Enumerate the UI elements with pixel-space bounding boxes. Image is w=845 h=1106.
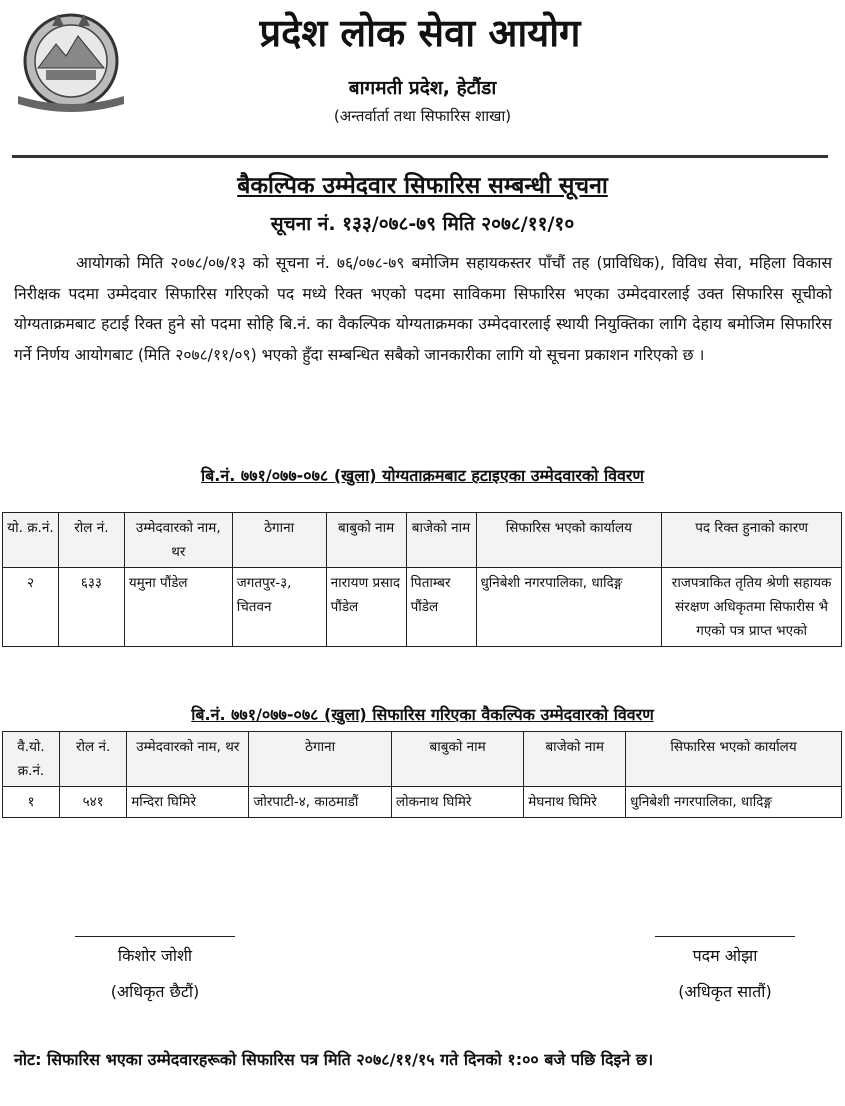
column-header: यो. क्र.नं.	[3, 513, 59, 568]
signatory-title: (अधिकृत छैटौं)	[110, 982, 200, 1001]
header-divider	[12, 155, 828, 158]
column-header: रोल नं.	[60, 732, 127, 787]
cell-reason: राजपत्राकित तृतिय श्रेणी सहायक संरक्षण अधिकृतमा सिफारीस भै गएको पत्र प्राप्त भएको	[662, 568, 842, 647]
cell-address: जोरपाटी-४, काठमाडौं	[249, 787, 392, 818]
branch-name: (अन्तर्वार्ता तथा सिफारिस शाखा)	[333, 107, 512, 125]
cell-name: मन्दिरा घिमिरे	[127, 787, 249, 818]
alternate-candidates-table	[2, 731, 842, 818]
signature-line	[655, 936, 795, 937]
column-header: बाजेको नाम	[524, 732, 626, 787]
signatory-title: (अधिकृत सातौं)	[678, 982, 772, 1001]
cell-grandfather: पिताम्बर पौंडेल	[406, 568, 476, 647]
column-header: रोल नं.	[58, 513, 124, 568]
column-header: ठेगाना	[232, 513, 326, 568]
table-row	[3, 568, 842, 647]
column-header: सिफारिस भएको कार्यालय	[626, 732, 842, 787]
column-header: ठेगाना	[249, 732, 392, 787]
province-address: बागमती प्रदेश, हेटौंडा	[348, 77, 497, 99]
column-header: बाबुको नाम	[391, 732, 523, 787]
cell-office: धुनिबेशी नगरपालिका, धादिङ्ग	[626, 787, 842, 818]
table-row	[3, 787, 842, 818]
cell-office: धुनिबेशी नगरपालिका, धादिङ्ग	[476, 568, 662, 647]
document-title: बैकल्पिक उम्मेदवार सिफारिस सम्बन्धी सूचना	[237, 173, 608, 199]
footer-note: नोट: सिफारिस भएका उम्मेदवारहरूको सिफारिस पत्र मिति २०७८/११/१५ गते दिनको १:०० बजे पछि दिइने छ।	[14, 1050, 654, 1069]
column-header: बाजेको नाम	[406, 513, 476, 568]
removed-candidates-table	[2, 512, 842, 647]
cell-grandfather: मेघनाथ घिमिरे	[524, 787, 626, 818]
column-header: उम्मेदवारको नाम, थर	[127, 732, 249, 787]
cell-father: लोकनाथ घिमिरे	[391, 787, 523, 818]
cell-father: नारायण प्रसाद पौंडेल	[326, 568, 406, 647]
column-header: सिफारिस भएको कार्यालय	[476, 513, 662, 568]
cell-serial: १	[3, 787, 60, 818]
cell-roll: ६३३	[58, 568, 124, 647]
alternate-candidates-heading: बि.नं. ७७१/०७७-०७८ (खुला) सिफारिस गरिएका वैकल्पिक उम्मेदवारको विवरण	[191, 705, 654, 724]
nepal-emblem-icon	[8, 8, 134, 114]
signatory-name: किशोर जोशी	[117, 946, 193, 965]
table-header-row	[3, 732, 842, 787]
table-header-row	[3, 513, 842, 568]
notice-body: आयोगको मिति २०७८/०७/१३ को सूचना नं. ७६/०७८-७९ बमोजिम सहायकस्तर पाँचौं तह (प्राविधिक), विविध सेवा, महिला विकास निरीक्षक पदमा उम्मेदवार सिफारिस गरिएको पद मध्ये रिक्त भएको पदमा साविकमा सिफारिस भएका उम्मेदवारलाई उक्त सिफारिस सूचीको योग्यताक्रमबाट हटाई रिक्त हुने सो पदमा सोहि बि.नं. का वैकल्पिक योग्यताक्रमका उम्मेदवारलाई स्थायी नियुक्तिका लागि देहाय बमोजिम सिफारिस गर्ने निर्णय आयोगबाट (मिति २०७८/११/०९) भएको हुँदा सम्बन्धित सबैको जानकारीका लागि यो सूचना प्रकाशन गरिएको छ ।	[14, 254, 832, 364]
column-header: उम्मेदवारको नाम, थर	[124, 513, 232, 568]
cell-address: जगतपुर-३, चितवन	[232, 568, 326, 647]
cell-serial: २	[3, 568, 59, 647]
cell-roll: ५४१	[60, 787, 127, 818]
notice-number: सूचना नं. १३३/०७८-७९ मिति २०७८/११/१०	[270, 213, 575, 235]
column-header: बाबुको नाम	[326, 513, 406, 568]
signature-line	[75, 936, 235, 937]
column-header: वै.यो. क्र.नं.	[3, 732, 60, 787]
cell-name: यमुना पौंडेल	[124, 568, 232, 647]
organization-name: प्रदेश लोक सेवा आयोग	[259, 11, 581, 55]
signatory-name: पदम ओझा	[692, 946, 758, 965]
removed-candidates-heading: बि.नं. ७७१/०७७-०७८ (खुला) योग्यताक्रमबाट हटाइएका उम्मेदवारको विवरण	[201, 466, 644, 485]
column-header: पद रिक्त हुनाको कारण	[662, 513, 842, 568]
